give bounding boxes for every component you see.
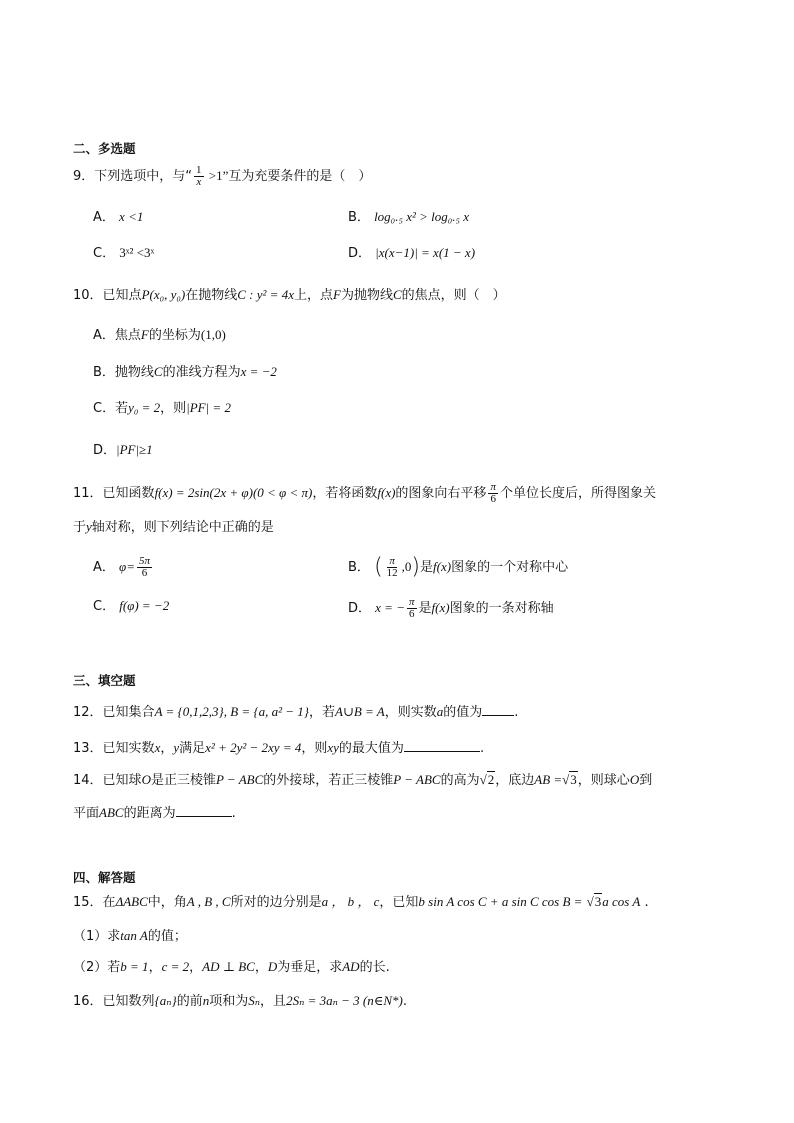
option-math: 3ˣ² <3ˣ	[119, 245, 155, 260]
variable-symbol: xy	[327, 740, 339, 755]
function-math: f(x) = 2sin(2x + φ)(0 < φ < π)	[154, 485, 313, 500]
q10-option-d	[93, 441, 153, 460]
tan-math: tan A	[120, 928, 148, 943]
equation-math: 2Sₙ = 3aₙ − 3 (n∈N*)	[286, 993, 403, 1008]
stem-text: ，则球心	[577, 773, 630, 788]
curve-symbol: C	[153, 364, 163, 379]
fraction	[385, 556, 400, 579]
equation-math: b sin A cos C + a sin C cos B =	[418, 894, 583, 909]
answer-blank[interactable]	[176, 803, 232, 817]
q10-option-b	[93, 363, 277, 382]
stem-text: 已知点	[102, 288, 142, 303]
q11-option-c	[93, 597, 169, 616]
option-math: x = −2	[240, 364, 277, 379]
stem-text: 为抛物线	[340, 288, 393, 303]
stem-text: ，若将函数	[312, 486, 378, 501]
fraction	[137, 556, 152, 579]
stem-text: 的图象向右平移	[395, 486, 487, 501]
point-math: P(x₀, y₀)	[141, 287, 186, 302]
question-15-stem	[73, 893, 649, 912]
condition-math: b = 1	[120, 959, 149, 974]
question-14-stem	[73, 771, 652, 790]
question-number: 14．	[73, 773, 103, 788]
q11-option-a	[93, 556, 154, 579]
stem-text: ，则	[301, 741, 328, 756]
option-text: 是	[418, 601, 432, 616]
stem-text: 已知球	[102, 773, 142, 788]
union-math: A∪B = A	[335, 704, 385, 719]
stem-text: 的值为	[443, 705, 483, 720]
pyramid-math: P − ABC	[215, 772, 264, 787]
option-text: C．若	[93, 401, 129, 416]
stem-text: .	[644, 895, 649, 910]
option-math: φ=	[119, 559, 136, 574]
stem-text: .	[514, 705, 519, 720]
fraction-denominator: 6	[408, 608, 415, 620]
option-label: C．	[93, 246, 116, 261]
fraction-denominator: 6	[490, 493, 496, 505]
question-number: 13．	[73, 741, 103, 756]
stem-text: ，已知	[379, 895, 419, 910]
question-13-stem	[73, 738, 484, 758]
function-symbol: f(x)	[433, 559, 452, 574]
option-label: B．	[348, 210, 370, 225]
radicand: 2	[487, 772, 495, 787]
question-number: 11．	[73, 486, 103, 501]
stem-text: ，则实数	[384, 705, 437, 720]
fraction-numerator: π	[389, 555, 395, 567]
answer-blank[interactable]	[404, 738, 480, 752]
stem-text: 已知实数	[102, 741, 155, 756]
question-number: 12．	[73, 705, 103, 720]
stem-text: ，若	[308, 705, 335, 720]
question-number: 15．	[73, 895, 103, 910]
option-math: ,0	[401, 559, 412, 574]
focus-symbol: F	[140, 327, 149, 342]
option-label: C．	[93, 599, 116, 614]
function-symbol: f(x)	[431, 600, 450, 615]
answer-blank[interactable]	[482, 702, 514, 716]
stem-text: 个单位长度后，所得图象关	[499, 486, 656, 501]
part-text: 的值；	[147, 929, 187, 944]
plane-symbol: ABC	[99, 805, 124, 820]
stem-text: 轴对称，则下列结论中正确的是	[91, 520, 274, 535]
q9-option-a	[93, 208, 143, 227]
edge-math: AB =	[534, 772, 563, 787]
option-text: 的准线方程为	[162, 365, 241, 380]
option-math: (1,0)	[200, 327, 226, 342]
stem-text: 平面	[73, 806, 100, 821]
variable-symbol: x	[154, 740, 161, 755]
question-15-part-1	[73, 927, 187, 946]
segment-symbol: AD	[342, 959, 360, 974]
option-text: 是	[420, 560, 434, 575]
radicand: 3	[594, 894, 602, 909]
variable-symbol: a	[436, 704, 444, 719]
radicand: 3	[570, 772, 577, 787]
part-text: 为垂足，求	[277, 960, 343, 975]
stem-text: .	[231, 806, 236, 821]
stem-text: ，	[160, 741, 174, 756]
question-number: 10．	[73, 288, 103, 303]
variable-symbol: y	[173, 740, 180, 755]
triangle-symbol: ΔABC	[115, 894, 148, 909]
sqrt-math: √2	[479, 772, 495, 787]
stem-text: >1”互为充要条件的是（ ）	[205, 168, 372, 183]
option-math: y₀ = 2	[128, 400, 161, 415]
part-text: 的长.	[359, 960, 390, 975]
option-label: D．	[348, 246, 372, 261]
fraction-denominator: 6	[141, 567, 148, 579]
stem-text: 已知集合	[102, 705, 155, 720]
fraction	[488, 482, 498, 505]
stem-text: 的前	[176, 994, 203, 1009]
question-14-stem-line2	[73, 803, 236, 823]
stem-text: 在抛物线	[185, 288, 238, 303]
q9-option-c	[93, 244, 154, 263]
curve-symbol: C	[392, 287, 402, 302]
stem-text: 在	[102, 895, 116, 910]
q10-option-c	[93, 399, 231, 418]
option-math: |x(x−1)| = x(1 − x)	[375, 245, 476, 260]
stem-text: .	[402, 994, 407, 1009]
fraction-denominator: x	[196, 176, 202, 188]
fraction-numerator: π	[408, 596, 415, 608]
fraction-numerator: 1	[196, 164, 202, 176]
question-number: 9．	[73, 169, 95, 184]
question-15-part-2: （2）若b = 1，c = 2，AD ⊥ BC，D为垂足，求AD的长.	[73, 959, 390, 975]
q9-option-b	[348, 208, 469, 227]
part-text: （2）若	[73, 960, 121, 975]
parabola-math: C : y² = 4x	[237, 287, 294, 302]
option-text: 的坐标为	[148, 328, 201, 343]
option-text: ，则	[160, 401, 187, 416]
foot-symbol: D	[267, 959, 278, 974]
option-label: D．	[348, 601, 372, 616]
sides-math: a ， b ， c	[321, 894, 380, 909]
axis-symbol: y	[86, 519, 92, 534]
question-11-stem	[73, 482, 656, 505]
stem-text: 到	[639, 773, 653, 788]
stem-text: .	[479, 741, 485, 756]
stem-text: 的最大值为	[338, 741, 404, 756]
condition-math: c = 2	[161, 959, 190, 974]
stem-text: 满足	[179, 741, 206, 756]
option-text: 图象的一个对称中心	[451, 560, 569, 575]
stem-text: 是正三棱锥	[150, 773, 216, 788]
center-symbol: O	[141, 772, 151, 787]
question-16-stem	[73, 992, 407, 1011]
option-math: |PF|≥1	[116, 442, 153, 457]
stem-text: ，底边	[495, 773, 535, 788]
option-math: log₀.₅ x² > log₀.₅ x	[374, 209, 470, 224]
fraction	[407, 597, 417, 620]
stem-text: 于	[73, 520, 87, 535]
option-text: 图象的一条对称轴	[449, 601, 554, 616]
sqrt-math: √3	[562, 772, 577, 787]
stem-text: 下列选项中，与“	[94, 169, 193, 184]
question-number: 16．	[73, 994, 103, 1009]
q11-option-d	[348, 597, 554, 620]
variable-symbol: n	[202, 993, 210, 1008]
fraction	[194, 165, 204, 188]
pyramid-math: P − ABC	[393, 772, 441, 787]
sum-symbol: Sₙ	[248, 993, 261, 1008]
option-label: A．	[93, 210, 115, 225]
stem-text: 所对的边分别是	[230, 895, 322, 910]
condition-math: AD ⊥ BC	[202, 959, 255, 974]
question-12-stem	[73, 702, 518, 722]
option-math: x <1	[119, 209, 144, 224]
fraction-numerator: 5π	[139, 555, 151, 567]
section-heading-solutions: 四、解答题	[73, 870, 136, 885]
fraction-numerator: π	[490, 481, 496, 493]
stem-text: 中，角	[147, 895, 187, 910]
fraction-denominator: 12	[386, 567, 398, 579]
equation-math: a cos A	[602, 894, 641, 909]
option-label: B．	[348, 560, 370, 575]
option-math: f(φ) = −2	[119, 598, 170, 613]
stem-text: 已知函数	[102, 486, 155, 501]
stem-text: 已知数列	[102, 994, 155, 1009]
stem-text: 的距离为	[123, 806, 176, 821]
stem-text: 项和为	[209, 994, 249, 1009]
sequence-symbol: {aₙ}	[154, 993, 177, 1008]
section-heading-fill-in: 三、填空题	[73, 673, 136, 688]
section-heading-multiple-choice: 二、多选题	[73, 141, 136, 156]
part-text: （1）求	[73, 929, 121, 944]
q11-option-b: B． ( $\frac{\pi}{12}$ ,0)是f(x)图象的一个对称中心	[348, 554, 569, 580]
stem-text: 的高为	[440, 773, 480, 788]
stem-text: 的外接球，若正三棱锥	[263, 773, 394, 788]
center-symbol: O	[629, 772, 640, 787]
q9-option-d	[348, 244, 475, 263]
option-text: B．抛物线	[93, 365, 154, 380]
question-10-stem	[73, 286, 506, 305]
option-text: D．	[93, 443, 117, 458]
option-text: A．焦点	[93, 328, 141, 343]
option-label: A．	[93, 560, 115, 575]
function-symbol: f(x)	[377, 485, 396, 500]
stem-text: 上，点	[293, 288, 333, 303]
question-11-stem-line2	[73, 518, 274, 537]
sqrt-math: √3	[586, 894, 602, 909]
stem-text: 的焦点，则（ ）	[401, 288, 506, 303]
option-math: |PF| = 2	[186, 400, 231, 415]
option-math: x = −	[375, 600, 405, 615]
sets-math: A = {0,1,2,3}, B = {a, a² − 1}	[154, 704, 309, 719]
angles-math: A , B , C	[186, 894, 231, 909]
focus-symbol: F	[333, 287, 341, 302]
equation-math: x² + 2y² − 2xy = 4	[205, 740, 302, 755]
q10-option-a	[93, 326, 226, 345]
question-9-stem	[73, 165, 371, 188]
stem-text: ，且	[260, 994, 287, 1009]
